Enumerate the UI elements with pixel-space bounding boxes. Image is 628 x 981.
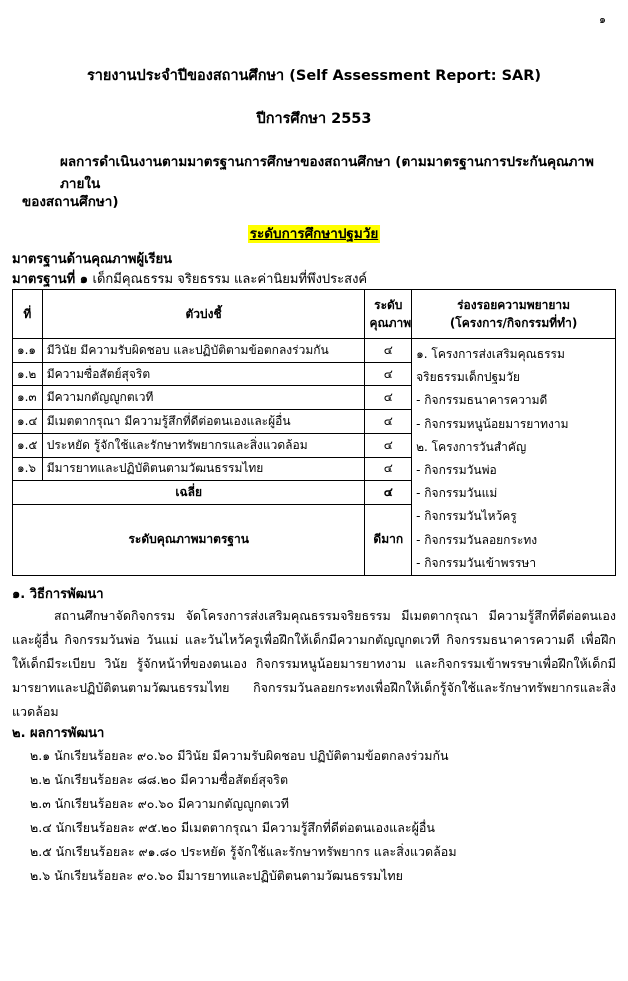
activity-item: - กิจกรรมวันลอยกระทง	[416, 532, 538, 547]
result-item: ๒.๑ นักเรียนร้อยละ ๙๐.๖๐ มีวินัย มีความรับผิดชอบ ปฏิบัติตามข้อตกลงร่วมกัน	[30, 748, 449, 763]
activity-cell	[412, 339, 616, 576]
activity-item: - กิจกรรมวันแม่	[416, 486, 498, 501]
row-level: ๔	[365, 410, 412, 434]
result-item: ๒.๕ นักเรียนร้อยละ ๙๑.๘๐ ประหยัด รู้จักใช้และรักษาทรัพยากร และสิ่งแวดล้อม	[30, 844, 457, 859]
row-no: ๑.๖	[13, 457, 43, 481]
standard-group-heading: มาตรฐานด้านคุณภาพผู้เรียน	[12, 252, 173, 267]
header-activity-line1: ร่องรอยความพยายาม	[457, 298, 571, 312]
education-level-heading	[0, 222, 628, 244]
row-no: ๑.๒	[13, 362, 43, 386]
result-item: ๒.๓ นักเรียนร้อยละ ๙๐.๖๐ มีความกตัญญูกตเวที	[30, 796, 289, 811]
header-level-line1: ระดับ	[374, 298, 403, 312]
row-indicator: มีวินัย มีความรับผิดชอบ และปฏิบัติตามข้อตกลงร่วมกัน	[42, 339, 365, 363]
row-level: ๔	[365, 433, 412, 457]
row-level: ๔	[365, 339, 412, 363]
result-item: ๒.๔ นักเรียนร้อยละ ๙๕.๒๐ มีเมตตากรุณา มีความรู้สึกที่ดีต่อตนเองและผู้อื่น	[30, 820, 435, 835]
standard-label: มาตรฐานที่ ๑	[12, 272, 89, 287]
row-indicator: มีความกตัญญูกตเวที	[42, 386, 365, 410]
table-row	[13, 339, 616, 363]
header-activity-line2: (โครงการ/กิจกรรมที่ทำ)	[449, 316, 578, 330]
header-level	[365, 290, 412, 339]
row-no: ๑.๓	[13, 386, 43, 410]
activity-item: - กิจกรรมวันเข้าพรรษา	[416, 555, 537, 570]
row-indicator: ประหยัด รู้จักใช้และรักษาทรัพยากรและสิ่งแวดล้อม	[42, 433, 365, 457]
standard-text: เด็กมีคุณธรรม จริยธรรม และค่านิยมที่พึงประสงค์	[92, 272, 368, 287]
indicator-table	[12, 289, 616, 576]
header-level-line2: คุณภาพ	[369, 316, 412, 330]
row-no: ๑.๕	[13, 433, 43, 457]
row-level: ๔	[365, 362, 412, 386]
average-label: เฉลี่ย	[13, 481, 365, 505]
header-activity	[412, 290, 616, 339]
quality-value: ดีมาก	[365, 504, 412, 575]
row-level: ๔	[365, 386, 412, 410]
table-header-row	[13, 290, 616, 339]
activity-item: ๒. โครงการวันสำคัญ	[416, 439, 527, 454]
intro-line-1: ผลการดำเนินงานตามมาตรฐานการศึกษาของสถานศึกษา (ตามมาตรฐานการประกันคุณภาพภายใน	[60, 154, 594, 192]
row-no: ๑.๑	[13, 339, 43, 363]
result-item: ๒.๒ นักเรียนร้อยละ ๘๘.๒๐ มีความซื่อสัตย์สุจริต	[30, 772, 289, 787]
row-indicator: มีเมตตากรุณา มีความรู้สึกที่ดีต่อตนเองและผู้อื่น	[42, 410, 365, 434]
row-indicator: มีมารยาทและปฏิบัติตนตามวัฒนธรรมไทย	[42, 457, 365, 481]
page-number: ๑	[599, 13, 606, 26]
header-no: ที่	[13, 290, 43, 339]
header-indicator: ตัวบ่งชี้	[42, 290, 365, 339]
intro-line-2: ของสถานศึกษา)	[22, 194, 119, 210]
result-item: ๒.๖ นักเรียนร้อยละ ๙๐.๖๐ มีมารยาทและปฏิบัติตนตามวัฒนธรรมไทย	[30, 868, 403, 883]
academic-year: ปีการศึกษา 2553	[256, 111, 372, 127]
quality-label: ระดับคุณภาพมาตรฐาน	[13, 504, 365, 575]
activity-item: - กิจกรรมหนูน้อยมารยาทงาม	[416, 416, 569, 431]
row-indicator: มีความซื่อสัตย์สุจริต	[42, 362, 365, 386]
standard-heading	[12, 268, 367, 289]
activity-item: - กิจกรรมวันพ่อ	[416, 463, 497, 478]
section1-paragraph: สถานศึกษาจัดกิจกรรม จัดโครงการส่งเสริมคุณธรรมจริยธรรม มีเมตตากรุณา มีความรู้สึกที่ดีต่อตนเองและผู้อื่น กิจกรรมวันพ่อ วันแม่ และวันไหว้ครูเพื่อฝึกให้เด็กมีความกตัญญูกตเวที กิจกรรมธนาคารความดี เพื่อฝึกให้เด็กมีระเบียบ วินัย รู้จักหน้าที่ของตนเอง กิจกรรมหนูน้อยมารยาทงาม และกิจกรรมเข้าพรรษาเพื่อฝึกให้เด็กมีมารยาทและปฏิบัติตนตามวัฒนธรรมไทย กิจกรรมวันลอยกระทงเพื่อฝึกให้เด็กรู้จักใช้และรักษาทรัพยากรและสิ่งแวดล้อม	[12, 608, 616, 719]
activity-item: - กิจกรรมวันไหว้ครู	[416, 509, 517, 524]
row-no: ๑.๔	[13, 410, 43, 434]
average-value: ๔	[365, 481, 412, 505]
activity-item: - กิจกรรมธนาคารความดี	[416, 393, 548, 408]
section1-heading: ๑. วิธีการพัฒนา	[12, 587, 104, 602]
activity-item: จริยธรรมเด็กปฐมวัย	[416, 370, 520, 385]
education-level-label: ระดับการศึกษาปฐมวัย	[249, 226, 379, 242]
section2-heading: ๒. ผลการพัฒนา	[12, 726, 105, 741]
report-title: รายงานประจำปีของสถานศึกษา (Self Assessment Report: SAR)	[86, 68, 542, 84]
activity-item: ๑. โครงการส่งเสริมคุณธรรม	[416, 347, 565, 361]
row-level: ๔	[365, 457, 412, 481]
